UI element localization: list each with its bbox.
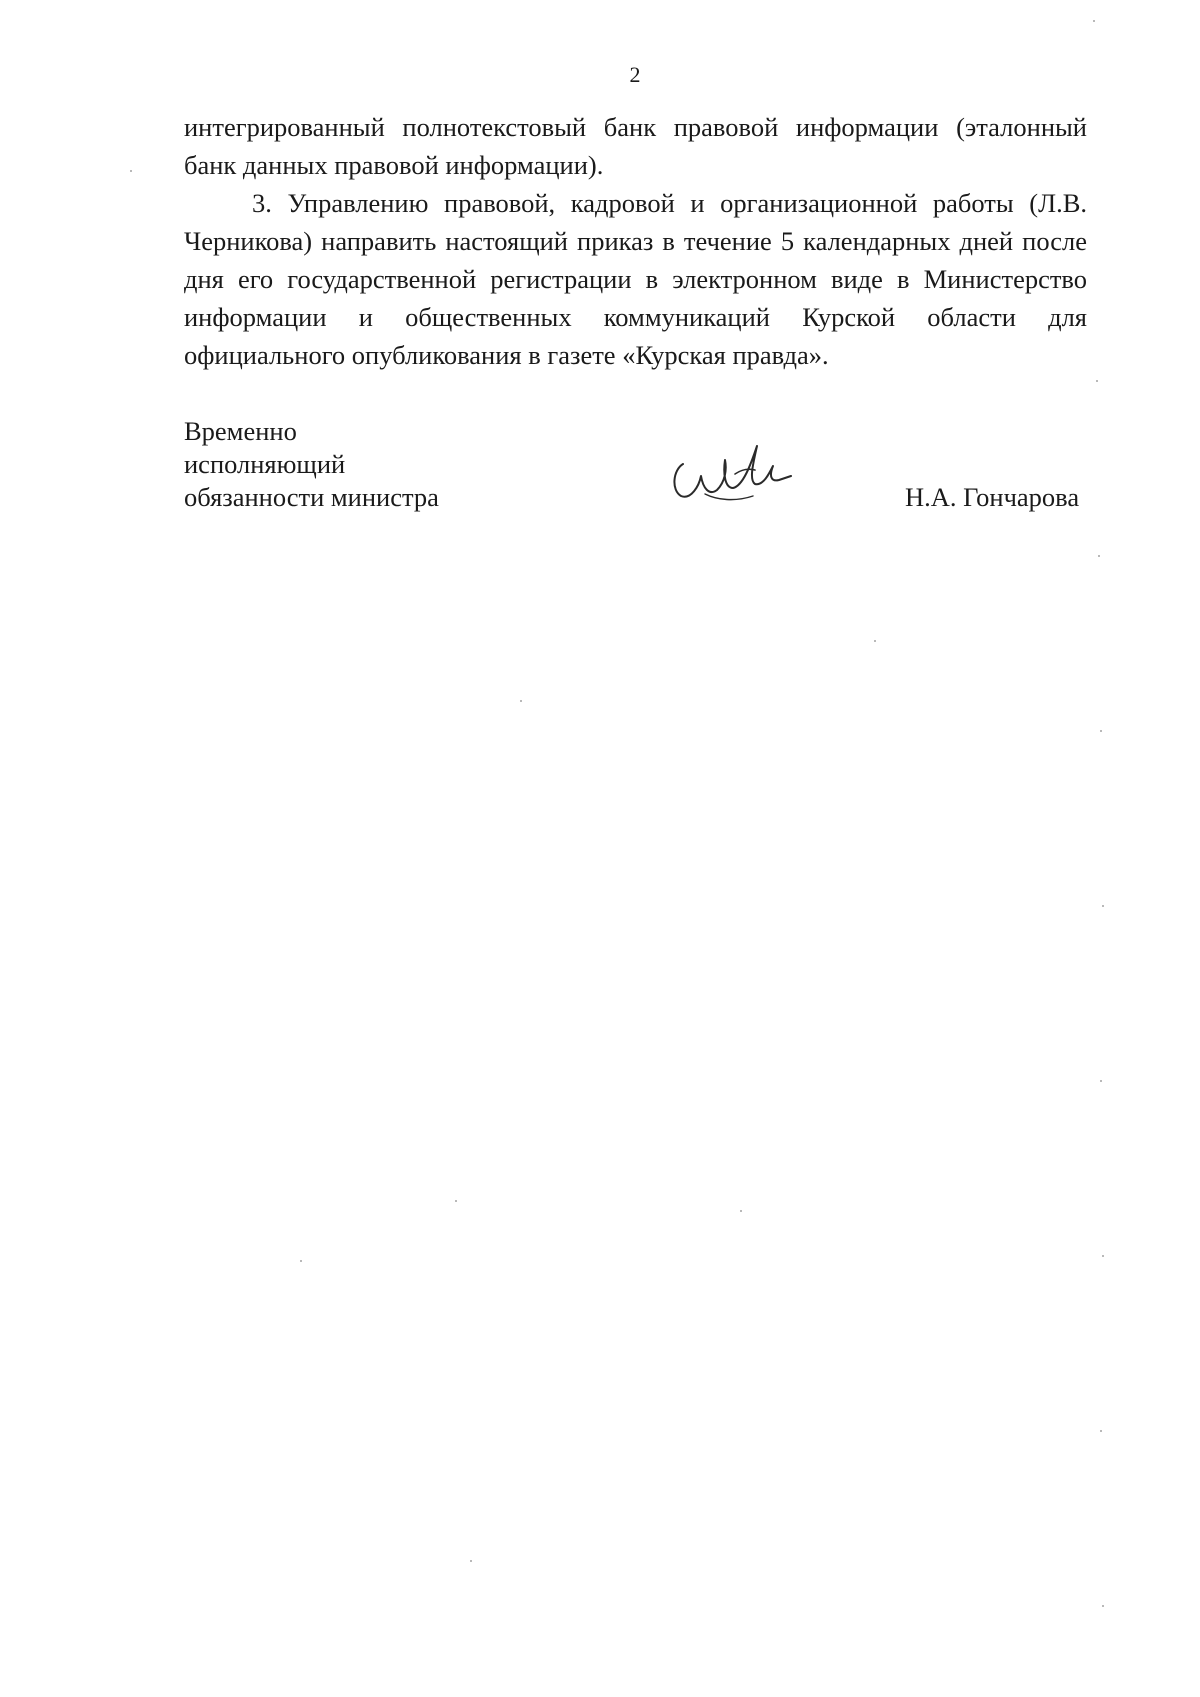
signatory-title-line-2: исполняющий [184,449,346,479]
scan-speck [1102,905,1104,907]
scan-speck [1093,20,1095,22]
page-number: 2 [629,62,641,87]
scan-speck [1102,1605,1104,1607]
paragraph-item-3: 3. Управлению правовой, кадровой и организационной работы (Л.В. Черникова) направить настоящий приказ в течение 5 календарных дней после дня его государственной регистрации в электронном виде в Министерство информации и общественных коммуникаций Курской области для официального опубликования в газете «Курская правда». [184,188,1087,370]
scan-speck [874,640,876,642]
handwritten-signature-icon [665,430,795,510]
scan-speck [1100,730,1102,732]
scan-speck [470,1560,472,1562]
signatory-name: Н.А. Гончарова [905,482,1080,512]
document-body [184,108,1087,374]
scan-speck [520,700,522,702]
scan-speck [130,170,132,172]
signatory-title-line-3: обязанности министра [184,482,439,512]
scan-speck [1100,1430,1102,1432]
scan-speck [1100,1080,1102,1082]
scan-speck [300,1260,302,1262]
signatory-title-line-1: Временно [184,416,297,446]
scan-speck [455,1200,457,1202]
paragraph-continuation: интегрированный полнотекстовый банк правовой информации (эталонный банк данных правовой информации). [184,112,1087,180]
signatory-title [184,415,439,514]
scan-speck [1096,380,1098,382]
scan-speck [1102,1255,1104,1257]
scan-speck [1098,555,1100,557]
scan-speck [740,1210,742,1212]
